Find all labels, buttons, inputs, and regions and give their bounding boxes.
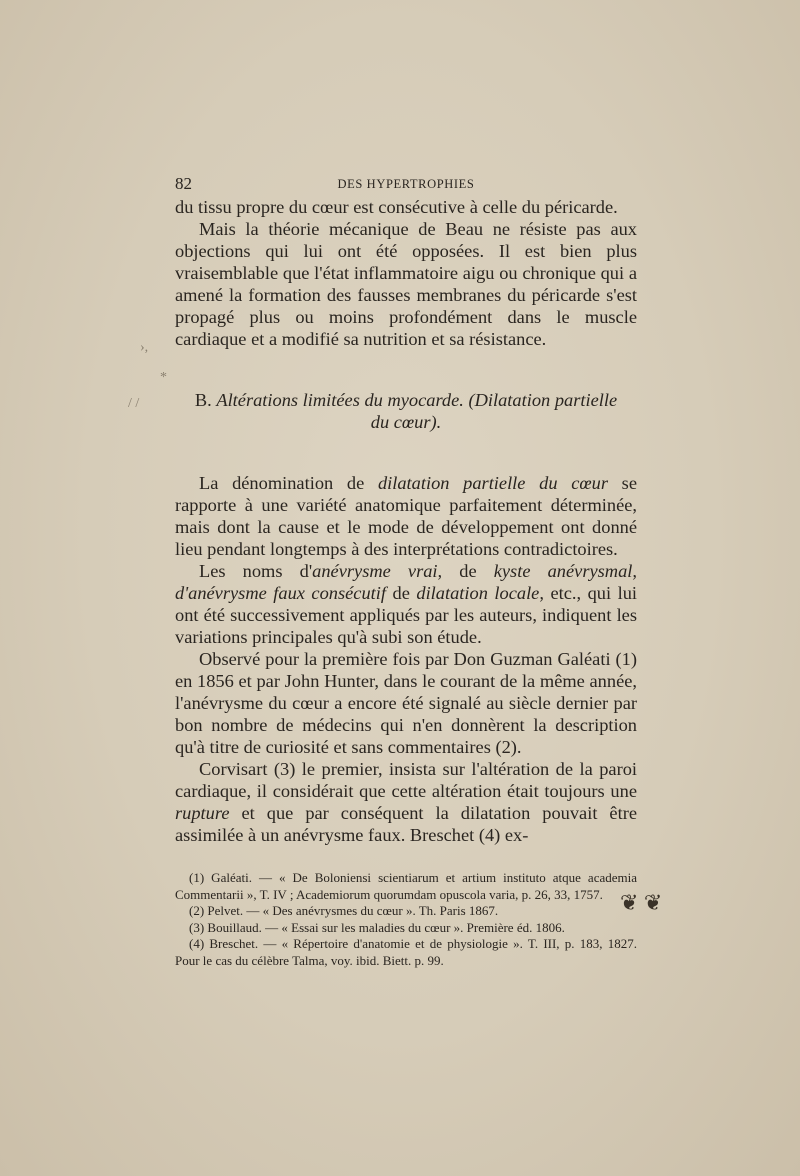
section-title-line1: Altérations limitées du myocarde. (Dilatation partielle [216, 390, 618, 410]
footnote: (3) Bouillaud. — « Essai sur les maladies du cœur ». Première éd. 1806. [189, 919, 565, 935]
paragraph: Les noms d'anévrysme vrai, de kyste anévrysmal, d'anévrysme faux consécutif de dilatation locale, etc., qui lui ont été successivement appliqués par les auteurs, indiquent les variations principales qu'à subi son étude. [175, 561, 637, 647]
section-letter: B. [194, 390, 212, 410]
paragraph: Observé pour la première fois par Don Guzman Galéati (1) en 1856 et par John Hunter, dans le courant de la même année, l'anévrysme du cœur a encore été signalé au siècle dernier par bon nombre de médecins qui n'en donnèrent la description qu'à titre de curiosité et sans commentaires (2). [175, 649, 637, 757]
footnotes [175, 870, 637, 970]
paragraph: Corvisart (3) le premier, insista sur l'altération de la paroi cardiaque, il considérait que cette altération était toujours une rupture et que par conséquent la dilatation pouvait être assimilée à un anévrysme faux. Breschet (4) ex- [175, 759, 637, 845]
footnote: (4) Breschet. — « Répertoire d'anatomie et de physiologie ». T. III, p. 183, 1827. Pour le cas du célèbre Talma, voy. ibid. Biett. p. 99. [175, 936, 637, 968]
section-title-line2: du cœur). [370, 412, 442, 432]
page-content [175, 172, 637, 970]
footnote: (2) Pelvet. — « Des anévrysmes du cœur ». Th. Paris 1867. [189, 903, 499, 919]
paragraph: du tissu propre du cœur est consécutive à celle du péricarde. [175, 197, 618, 217]
ornament-icon: ❦ ❦ [620, 890, 663, 915]
paragraph: La dénomination de dilatation partielle du cœur se rapporte à une variété anatomique parfaitement déterminée, mais dont la cause et le mode de développement ont donné lieu pendant longtemps à des interprétations contradictoires. [175, 473, 637, 559]
page-number: 82 [175, 174, 192, 193]
paragraph: Mais la théorie mécanique de Beau ne résiste pas aux objections qui lui ont été opposées. Il est bien plus vraisemblable que l'état inflammatoire aigu ou chronique qui a amené la formation des fausses membranes du péricarde s'est propagé plus ou moins profondément dans le muscle cardiaque et a modifié sa nutrition et sa résistance. [175, 219, 637, 349]
section-heading [175, 389, 637, 433]
body-text [175, 472, 637, 846]
running-title: DES HYPERTROPHIES [337, 177, 475, 191]
pencil-mark: * [160, 370, 167, 385]
pencil-mark: ›, [140, 340, 149, 355]
page-header [175, 172, 637, 196]
pencil-mark: / / [128, 396, 140, 411]
footnote: (1) Galéati. — « De Boloniensi scientiarum et artium instituto atque academia Commentarii », T. IV ; Academiorum quorumdam opuscola varia, p. 26, 33, 1757. [175, 870, 637, 902]
body-text [175, 196, 637, 350]
